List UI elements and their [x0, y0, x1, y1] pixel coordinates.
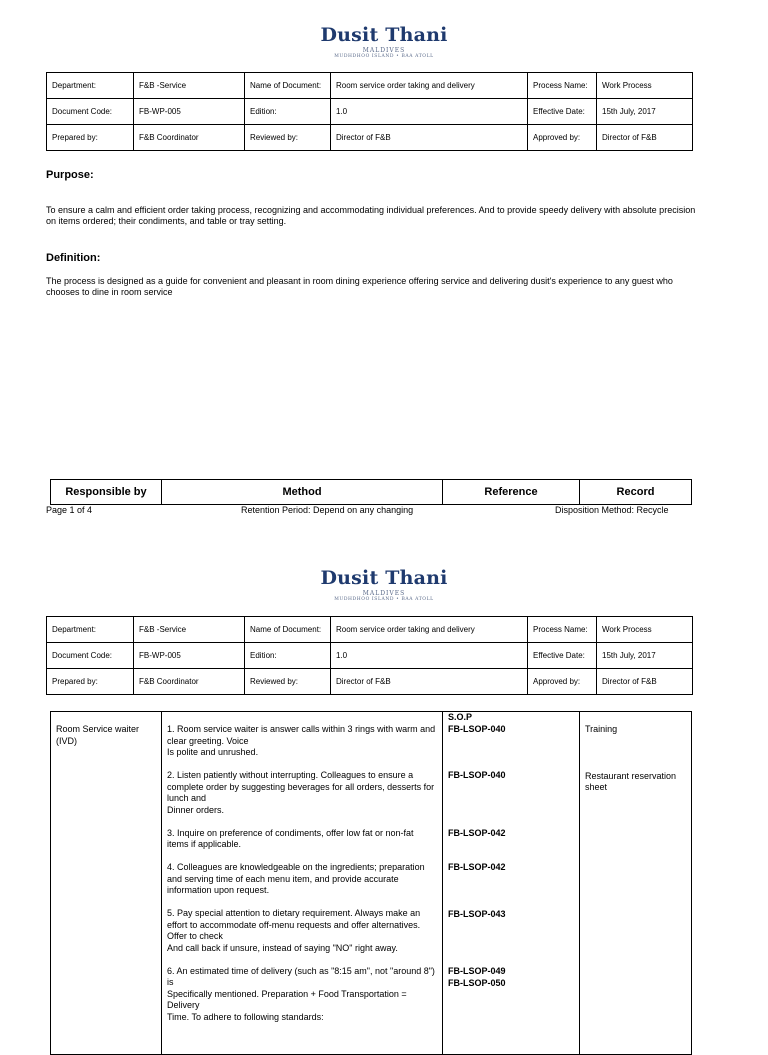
effective-label: Effective Date:	[528, 643, 597, 669]
effective-value: 15th July, 2017	[597, 99, 693, 125]
purpose-title: Purpose:	[46, 169, 94, 181]
sop-code: FB-LSOP-042	[448, 862, 506, 872]
record-step: Training	[585, 724, 618, 734]
process-value: Work Process	[597, 617, 693, 643]
method-cell	[162, 712, 443, 1055]
logo-location: MALDIVES	[362, 47, 406, 54]
process-column-header	[50, 479, 692, 505]
edition-label: Edition:	[245, 643, 331, 669]
effective-label: Effective Date:	[528, 99, 597, 125]
sop-code: FB-LSOP-043	[448, 908, 506, 919]
department-value: F&B -Service	[134, 617, 245, 643]
docname-value: Room service order taking and delivery	[331, 73, 528, 99]
procedure-table	[50, 711, 692, 1055]
approved-label: Approved by:	[528, 125, 597, 151]
process-value: Work Process	[597, 73, 693, 99]
code-value: FB-WP-005	[134, 643, 245, 669]
reference-steps	[448, 724, 574, 1025]
disposition-method: Disposition Method: Recycle	[555, 505, 669, 515]
page-number: Page 1 of 4	[46, 505, 93, 515]
reviewed-value: Director of F&B	[331, 669, 528, 695]
record-step	[585, 909, 686, 955]
record-steps	[585, 724, 686, 1025]
approved-value: Director of F&B	[597, 669, 693, 695]
record-step	[585, 967, 686, 1025]
effective-value: 15th July, 2017	[597, 643, 693, 669]
edition-label: Edition:	[245, 99, 331, 125]
code-label: Document Code:	[47, 643, 134, 669]
reference-step	[448, 909, 574, 955]
method-step: 2. Listen patiently without interrupting. Colleagues to ensure a complete order by suggesting beverages for all orders, desserts for lunch and Dinner orders.	[167, 770, 435, 815]
sop-code: FB-LSOP-042	[448, 827, 506, 838]
method-step: 1. Room service waiter is answer calls within 3 rings with warm and clear greeting. Voice Is polite and unrushed.	[167, 724, 436, 757]
sop-code: FB-LSOP-040	[448, 770, 506, 780]
docname-label: Name of Document:	[245, 617, 331, 643]
edition-value: 1.0	[331, 643, 528, 669]
record-cell	[580, 712, 692, 1055]
record-step	[585, 828, 686, 851]
reference-step	[448, 828, 574, 851]
reviewed-label: Reviewed by:	[245, 669, 331, 695]
method-step: 3. Inquire on preference of condiments, offer low fat or non-fat items if applicable.	[167, 827, 414, 849]
sop-code: FB-LSOP-049	[448, 966, 506, 976]
record-header: Record	[580, 480, 692, 505]
edition-value: 1.0	[331, 99, 528, 125]
reviewed-label: Reviewed by:	[245, 125, 331, 151]
department-value: F&B -Service	[134, 73, 245, 99]
process-label: Process Name:	[528, 617, 597, 643]
prepared-value: F&B Coordinator	[134, 669, 245, 695]
logo-brand: Dusit Thani	[320, 567, 448, 589]
record-step: Restaurant reservation sheet	[585, 770, 677, 792]
process-label: Process Name:	[528, 73, 597, 99]
method-steps	[167, 724, 437, 1023]
sop-code: FB-LSOP-050	[448, 977, 506, 988]
hotel-logo-page2	[0, 567, 768, 602]
responsible-cell: Room Service waiter (IVD)	[51, 712, 162, 1055]
prepared-value: F&B Coordinator	[134, 125, 245, 151]
code-value: FB-WP-005	[134, 99, 245, 125]
reference-header: Reference	[443, 480, 580, 505]
method-header: Method	[162, 480, 443, 505]
approved-label: Approved by:	[528, 669, 597, 695]
sop-code: FB-LSOP-040	[448, 723, 506, 734]
retention-period: Retention Period: Depend on any changing	[241, 505, 414, 515]
responsible-header: Responsible by	[51, 480, 162, 505]
definition-text: The process is designed as a guide for convenient and pleasant in room dining experience offering service and delivering dusit's experience to any guest who chooses to dine in room service	[46, 276, 673, 297]
method-step: 5. Pay special attention to dietary requirement. Always make an effort to accommodate off-menu requests and offer alternatives. Offer to check And call back if unsure, instead of saying "NO" right away.	[167, 908, 421, 953]
hotel-logo	[0, 24, 768, 59]
logo-brand: Dusit Thani	[320, 24, 448, 46]
reference-step	[448, 966, 574, 1024]
department-label: Department:	[47, 73, 134, 99]
docname-value: Room service order taking and delivery	[331, 617, 528, 643]
code-label: Document Code:	[47, 99, 134, 125]
logo-address: MUDHDHOO ISLAND • BAA ATOLL	[334, 597, 434, 602]
approved-value: Director of F&B	[597, 125, 693, 151]
logo-location: MALDIVES	[362, 590, 406, 597]
record-step	[585, 863, 686, 898]
reference-step	[448, 724, 574, 759]
department-label: Department:	[47, 617, 134, 643]
logo-address: MUDHDHOO ISLAND • BAA ATOLL	[334, 54, 434, 59]
definition-title: Definition:	[46, 252, 101, 264]
document-header-table-page2	[46, 616, 693, 695]
reference-step	[448, 862, 574, 897]
prepared-label: Prepared by:	[47, 125, 134, 151]
method-step: 4. Colleagues are knowledgeable on the ingredients; preparation and serving time of each menu item, and provide accurate information upon request.	[167, 862, 425, 895]
reference-step	[448, 770, 574, 816]
prepared-label: Prepared by:	[47, 669, 134, 695]
sop-heading: S.O.P	[448, 712, 473, 722]
method-step: 6. An estimated time of delivery (such as "8:15 am", not "around 8") is Specifically mentioned. Preparation + Food Transportation = Delivery Time. To adhere to following standards:	[167, 965, 435, 1022]
purpose-text: To ensure a calm and efficient order taking process, recognizing and accommodating individual preferences. And to provide speedy delivery with absolute precision on items ordered; their condiments, and table or tray setting.	[46, 205, 696, 226]
reviewed-value: Director of F&B	[331, 125, 528, 151]
document-header-table	[46, 72, 693, 151]
docname-label: Name of Document:	[245, 73, 331, 99]
reference-cell	[443, 712, 580, 1055]
